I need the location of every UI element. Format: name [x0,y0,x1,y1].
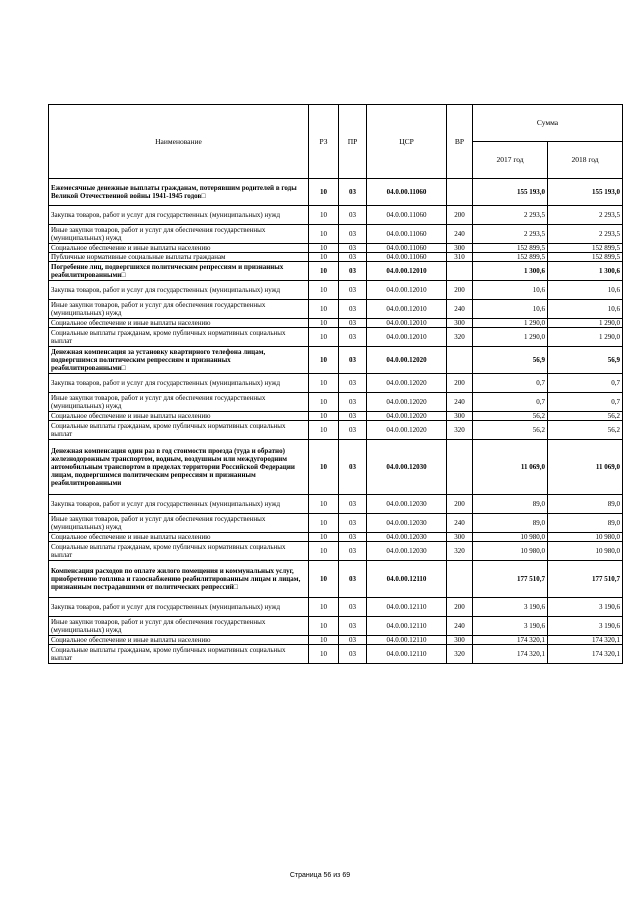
cell-rz: 10 [309,514,339,533]
cell-vr: 240 [447,300,473,319]
cell-name: Социальное обеспечение и иные выплаты населению [49,319,309,328]
cell-name: Денежная компенсация один раз в год стоимости проезда (туда и обратно) железнодорожным транспортом, водным, воздушным или междугородним автомобильным транспортом в пределах территории Российской Федерации лицам, подвергшимся политическим репрессиям и признанным реабилитированными [49,440,309,495]
cell-y2018: 56,2 [548,421,623,440]
cell-vr: 310 [447,253,473,262]
cell-pr: 03 [339,328,367,347]
cell-y2018: 1 300,6 [548,262,623,281]
table-row [49,495,623,514]
cell-rz: 10 [309,253,339,262]
cell-rz: 10 [309,645,339,664]
cell-vr: 300 [447,412,473,421]
cell-name: Социальные выплаты гражданам, кроме публичных нормативных социальных выплат [49,328,309,347]
cell-vr [447,262,473,281]
table-row [49,244,623,253]
cell-rz: 10 [309,636,339,645]
cell-csr: 04.0.00.12010 [367,328,447,347]
cell-csr: 04.0.00.12010 [367,262,447,281]
cell-csr: 04.0.00.12010 [367,319,447,328]
cell-y2018: 2 293,5 [548,225,623,244]
cell-y2017: 89,0 [473,514,548,533]
cell-y2017: 1 290,0 [473,319,548,328]
cell-name: Закупка товаров, работ и услуг для государственных (муниципальных) нужд [49,374,309,393]
cell-csr: 04.0.00.11060 [367,225,447,244]
cell-y2018: 152 899,5 [548,244,623,253]
cell-pr: 03 [339,253,367,262]
table-row [49,412,623,421]
cell-vr: 200 [447,281,473,300]
cell-csr: 04.0.00.12010 [367,281,447,300]
cell-name: Компенсация расходов по оплате жилого помещения и коммунальных услуг, приобретению топлива и газоснабжению реабилитированным лицам и лицам, признанным пострадавшими от политических репрессий□ [49,561,309,598]
cell-y2017: 10,6 [473,300,548,319]
cell-pr: 03 [339,542,367,561]
cell-name: Социальные выплаты гражданам, кроме публичных нормативных социальных выплат [49,421,309,440]
cell-y2017: 56,2 [473,421,548,440]
cell-csr: 04.0.00.12030 [367,533,447,542]
cell-vr: 320 [447,542,473,561]
cell-y2017: 155 193,0 [473,179,548,206]
table-row [49,319,623,328]
cell-pr: 03 [339,514,367,533]
cell-csr: 04.0.00.12020 [367,374,447,393]
table-row [49,393,623,412]
table-row [49,514,623,533]
cell-y2017: 152 899,5 [473,253,548,262]
cell-pr: 03 [339,374,367,393]
cell-rz: 10 [309,300,339,319]
cell-name: Социальные выплаты гражданам, кроме публичных нормативных социальных выплат [49,542,309,561]
cell-pr: 03 [339,347,367,374]
cell-rz: 10 [309,225,339,244]
cell-vr [447,561,473,598]
cell-name: Закупка товаров, работ и услуг для государственных (муниципальных) нужд [49,206,309,225]
cell-pr: 03 [339,281,367,300]
cell-rz: 10 [309,374,339,393]
table-row [49,645,623,664]
header-rz: РЗ [309,105,339,179]
cell-y2018: 174 320,1 [548,645,623,664]
header-year-2018: 2018 год [548,142,623,179]
cell-y2018: 1 290,0 [548,328,623,347]
cell-name: Иные закупки товаров, работ и услуг для обеспечения государственных (муниципальных) нужд [49,514,309,533]
cell-y2018: 10 980,0 [548,542,623,561]
cell-pr: 03 [339,598,367,617]
cell-name: Социальное обеспечение и иные выплаты населению [49,636,309,645]
cell-rz: 10 [309,244,339,253]
cell-y2017: 1 300,6 [473,262,548,281]
cell-rz: 10 [309,206,339,225]
cell-vr: 240 [447,617,473,636]
cell-y2018: 2 293,5 [548,206,623,225]
cell-csr: 04.0.00.12020 [367,421,447,440]
cell-y2018: 10 980,0 [548,533,623,542]
page-footer: Страница 56 из 69 [289,872,351,879]
cell-pr: 03 [339,179,367,206]
header-csr: ЦСР [367,105,447,179]
cell-csr: 04.0.00.11060 [367,206,447,225]
table-row [49,533,623,542]
cell-vr: 300 [447,533,473,542]
table-row [49,300,623,319]
table-row [49,421,623,440]
cell-csr: 04.0.00.11060 [367,253,447,262]
header-name: Наименование [49,105,309,179]
cell-rz: 10 [309,393,339,412]
header-year-2017: 2017 год [473,142,548,179]
cell-y2017: 152 899,5 [473,244,548,253]
section-row [49,347,623,374]
cell-vr [447,440,473,495]
cell-csr: 04.0.00.12010 [367,300,447,319]
table-body [49,179,623,664]
cell-rz: 10 [309,281,339,300]
table-row [49,542,623,561]
cell-y2017: 2 293,5 [473,225,548,244]
cell-rz: 10 [309,179,339,206]
cell-name: Иные закупки товаров, работ и услуг для обеспечения государственных (муниципальных) нужд [49,225,309,244]
cell-vr: 300 [447,636,473,645]
cell-pr: 03 [339,617,367,636]
section-row [49,262,623,281]
cell-y2017: 56,9 [473,347,548,374]
cell-csr: 04.0.00.12030 [367,440,447,495]
cell-vr: 300 [447,319,473,328]
cell-name: Закупка товаров, работ и услуг для государственных (муниципальных) нужд [49,281,309,300]
cell-y2018: 0,7 [548,393,623,412]
cell-y2017: 10 980,0 [473,542,548,561]
cell-pr: 03 [339,319,367,328]
cell-vr: 200 [447,495,473,514]
cell-vr [447,347,473,374]
cell-rz: 10 [309,319,339,328]
cell-y2018: 174 320,1 [548,636,623,645]
cell-y2018: 56,2 [548,412,623,421]
cell-pr: 03 [339,561,367,598]
cell-vr: 240 [447,225,473,244]
cell-csr: 04.0.00.12030 [367,514,447,533]
table-row [49,225,623,244]
cell-y2017: 10,6 [473,281,548,300]
cell-csr: 04.0.00.12110 [367,636,447,645]
cell-name: Социальное обеспечение и иные выплаты населению [49,533,309,542]
cell-y2017: 177 510,7 [473,561,548,598]
cell-pr: 03 [339,645,367,664]
cell-rz: 10 [309,495,339,514]
cell-name: Ежемесячные денежные выплаты гражданам, потерявшим родителей в годы Великой Отечественной войны 1941-1945 годов□ [49,179,309,206]
table-row [49,253,623,262]
cell-y2018: 155 193,0 [548,179,623,206]
header-pr: ПР [339,105,367,179]
cell-pr: 03 [339,393,367,412]
cell-y2017: 3 190,6 [473,598,548,617]
cell-pr: 03 [339,244,367,253]
cell-pr: 03 [339,533,367,542]
cell-y2018: 0,7 [548,374,623,393]
table-row [49,206,623,225]
cell-csr: 04.0.00.12110 [367,645,447,664]
cell-pr: 03 [339,412,367,421]
cell-csr: 04.0.00.12020 [367,347,447,374]
section-row [49,440,623,495]
cell-rz: 10 [309,542,339,561]
cell-pr: 03 [339,636,367,645]
cell-y2018: 177 510,7 [548,561,623,598]
cell-name: Социальное обеспечение и иные выплаты населению [49,244,309,253]
cell-y2018: 56,9 [548,347,623,374]
cell-csr: 04.0.00.12030 [367,542,447,561]
table-row [49,617,623,636]
cell-rz: 10 [309,617,339,636]
cell-vr [447,179,473,206]
cell-vr: 240 [447,393,473,412]
cell-y2018: 11 069,0 [548,440,623,495]
cell-pr: 03 [339,300,367,319]
section-row [49,561,623,598]
cell-vr: 200 [447,206,473,225]
cell-pr: 03 [339,421,367,440]
cell-y2017: 2 293,5 [473,206,548,225]
cell-rz: 10 [309,328,339,347]
section-row [49,179,623,206]
cell-rz: 10 [309,421,339,440]
cell-csr: 04.0.00.11060 [367,179,447,206]
cell-pr: 03 [339,495,367,514]
cell-name: Денежная компенсация за установку квартирного телефона лицам, подвергшимся политическим репрессиям и признанных реабилитированными□ [49,347,309,374]
cell-vr: 320 [447,421,473,440]
cell-name: Иные закупки товаров, работ и услуг для обеспечения государственных (муниципальных) нужд [49,393,309,412]
cell-y2017: 0,7 [473,393,548,412]
cell-y2018: 3 190,6 [548,617,623,636]
cell-y2017: 89,0 [473,495,548,514]
cell-y2018: 89,0 [548,514,623,533]
cell-name: Закупка товаров, работ и услуг для государственных (муниципальных) нужд [49,495,309,514]
cell-y2017: 174 320,1 [473,636,548,645]
cell-vr: 240 [447,514,473,533]
cell-rz: 10 [309,561,339,598]
cell-csr: 04.0.00.12030 [367,495,447,514]
cell-y2017: 10 980,0 [473,533,548,542]
cell-rz: 10 [309,347,339,374]
cell-y2017: 11 069,0 [473,440,548,495]
cell-csr: 04.0.00.12020 [367,412,447,421]
cell-rz: 10 [309,262,339,281]
cell-pr: 03 [339,262,367,281]
cell-name: Погребение лиц, подвергшихся политическим репрессиям и признанных реабилитированными□ [49,262,309,281]
cell-pr: 03 [339,225,367,244]
cell-csr: 04.0.00.12020 [367,393,447,412]
cell-pr: 03 [339,440,367,495]
cell-csr: 04.0.00.11060 [367,244,447,253]
cell-y2017: 0,7 [473,374,548,393]
cell-rz: 10 [309,598,339,617]
cell-rz: 10 [309,412,339,421]
cell-y2017: 3 190,6 [473,617,548,636]
cell-pr: 03 [339,206,367,225]
table-row [49,598,623,617]
cell-y2017: 1 290,0 [473,328,548,347]
cell-vr: 200 [447,374,473,393]
header-sum: Сумма [473,105,623,142]
cell-vr: 200 [447,598,473,617]
cell-name: Социальное обеспечение и иные выплаты населению [49,412,309,421]
cell-y2018: 152 899,5 [548,253,623,262]
cell-csr: 04.0.00.12110 [367,598,447,617]
cell-name: Социальные выплаты гражданам, кроме публичных нормативных социальных выплат [49,645,309,664]
cell-name: Закупка товаров, работ и услуг для государственных (муниципальных) нужд [49,598,309,617]
cell-rz: 10 [309,533,339,542]
cell-name: Публичные нормативные социальные выплаты гражданам [49,253,309,262]
header-row-top [49,105,623,142]
header-vr: ВР [447,105,473,179]
cell-name: Иные закупки товаров, работ и услуг для обеспечения государственных (муниципальных) нужд [49,617,309,636]
cell-y2017: 174 320,1 [473,645,548,664]
table-row [49,328,623,347]
cell-vr: 320 [447,328,473,347]
cell-y2018: 10,6 [548,281,623,300]
cell-csr: 04.0.00.12110 [367,617,447,636]
budget-table [48,104,623,664]
table-row [49,636,623,645]
cell-y2018: 1 290,0 [548,319,623,328]
cell-y2017: 56,2 [473,412,548,421]
cell-csr: 04.0.00.12110 [367,561,447,598]
cell-y2018: 89,0 [548,495,623,514]
table-row [49,374,623,393]
cell-y2018: 3 190,6 [548,598,623,617]
cell-vr: 300 [447,244,473,253]
cell-vr: 320 [447,645,473,664]
table-row [49,281,623,300]
cell-y2018: 10,6 [548,300,623,319]
cell-name: Иные закупки товаров, работ и услуг для обеспечения государственных (муниципальных) нужд [49,300,309,319]
cell-rz: 10 [309,440,339,495]
